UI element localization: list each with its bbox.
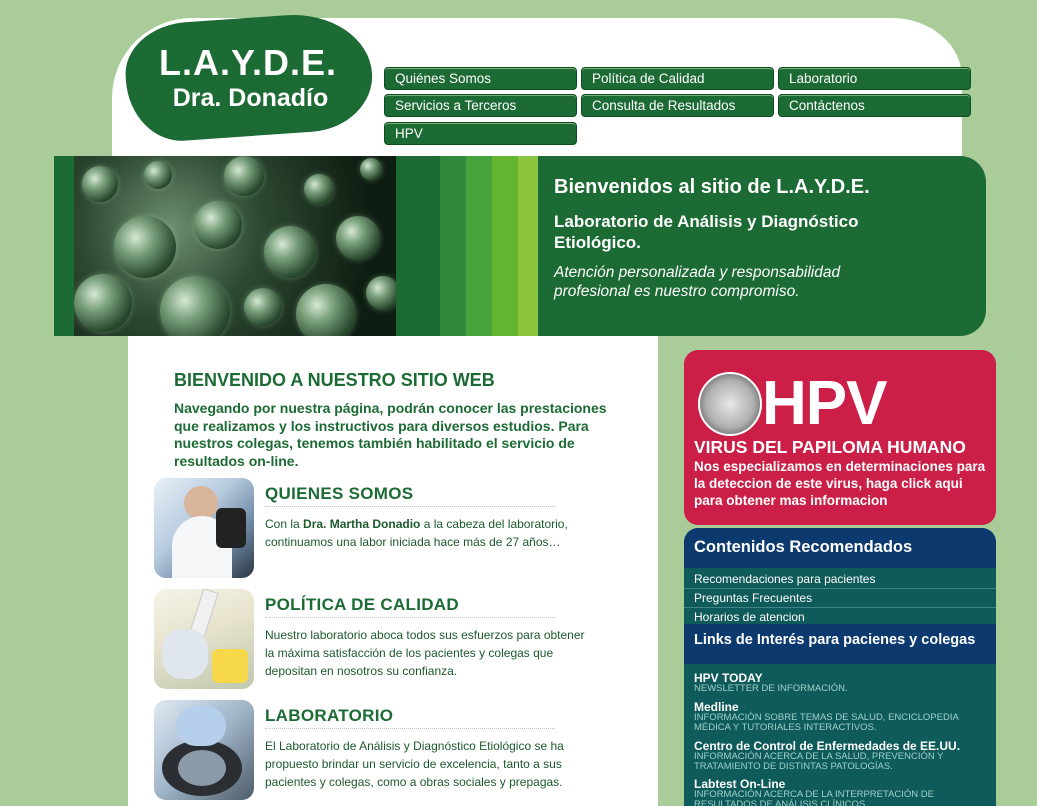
- ext-link-title: Centro de Control de Enfermedades de EE.UU.: [694, 739, 961, 753]
- section-title[interactable]: QUIENES SOMOS: [265, 484, 414, 503]
- hpv-heading: HPV: [762, 369, 887, 438]
- banner-cells-image: [74, 156, 396, 336]
- section-divider: [265, 728, 555, 729]
- ext-link-desc: INFORMACIÓN ACERCA DE LA SALUD, PREVENCIÓN Y TRATAMIENTO DE DISTINTAS PATOLOGÍAS.: [694, 751, 944, 772]
- ext-link-title: HPV TODAY: [694, 671, 763, 685]
- link-horarios[interactable]: Horarios de atencion: [694, 610, 805, 624]
- virus-icon: [698, 372, 762, 436]
- ext-link-labtest[interactable]: [694, 778, 989, 806]
- ext-link-hpv-today[interactable]: [694, 672, 989, 694]
- banner-subtitle: Laboratorio de Análisis y Diagnóstico Etiológico.: [554, 212, 859, 252]
- nav-laboratorio[interactable]: Laboratorio: [778, 67, 971, 90]
- link-preguntas-frecuentes[interactable]: Preguntas Frecuentes: [694, 591, 813, 605]
- ext-link-desc: INFORMACIÓN ACERCA DE LA INTERPRETACIÓN DE RESULTADOS DE ANÁLISIS CLÍNICOS.: [694, 789, 935, 806]
- banner-stripe: [440, 156, 466, 336]
- pipette-image[interactable]: [154, 589, 254, 689]
- section-divider: [265, 506, 555, 507]
- ext-link-title: Labtest On-Line: [694, 777, 786, 791]
- ext-link-medline[interactable]: [694, 701, 989, 733]
- interest-title: Links de Interés para pacienes y colegas: [694, 632, 976, 648]
- link-divider: [684, 607, 996, 608]
- nav-contactenos[interactable]: Contáctenos: [778, 94, 971, 117]
- section-text: El Laboratorio de Análisis y Diagnóstico Etiológico se ha propuesto brindar un servicio de excelencia, tanto a sus pacientes y colegas, como a obras sociales y prepagas.: [265, 739, 564, 789]
- nav-hpv[interactable]: HPV: [384, 122, 577, 145]
- recommended-panel: [684, 528, 996, 806]
- banner-stripe: [396, 156, 440, 336]
- link-divider: [684, 588, 996, 589]
- banner-stripe: [466, 156, 492, 336]
- scientist-microscope-image[interactable]: [154, 478, 254, 578]
- section-laboratorio: [154, 700, 634, 800]
- banner-title: Bienvenidos al sitio de L.A.Y.D.E.: [554, 176, 870, 198]
- logo-title: L.A.Y.D.E.: [159, 42, 338, 84]
- nav-quienes-somos[interactable]: Quiénes Somos: [384, 67, 577, 90]
- ext-link-cdc[interactable]: [694, 740, 989, 772]
- banner-stripe: [492, 156, 518, 336]
- section-politica-calidad: [154, 589, 634, 689]
- ext-link-desc: NEWSLETTER DE INFORMACIÓN.: [694, 683, 848, 694]
- section-title[interactable]: POLÍTICA DE CALIDAD: [265, 595, 459, 614]
- ext-link-title: Medline: [694, 700, 739, 714]
- hpv-text: Nos especializamos en determinaciones para la deteccion de este virus, haga click aqui para obtener mas informacion: [694, 459, 986, 508]
- welcome-text: Navegando por nuestra página, podrán conocer las prestaciones que realizamos y los instructivos para diversos estudios. Para nuestros colegas, tenemos también habilitado el servicio de resultados on-line.: [174, 400, 607, 469]
- hero-banner: [54, 156, 986, 336]
- hpv-title: VIRUS DEL PAPILOMA HUMANO: [694, 437, 966, 457]
- main-content: [128, 336, 658, 806]
- logo-subtitle: Dra. Donadío: [172, 83, 329, 112]
- nav-servicios-terceros[interactable]: Servicios a Terceros: [384, 94, 577, 117]
- banner-quote: Atención personalizada y responsabilidad profesional es nuestro compromiso.: [554, 264, 841, 300]
- recommended-header: [684, 528, 996, 568]
- ext-link-desc: INFORMACIÓN SOBRE TEMAS DE SALUD, ENCICLOPEDIA MÉDICA Y TUTORIALES INTERACTIVOS.: [694, 712, 959, 733]
- section-text: Con la Dra. Martha Donadio a la cabeza del laboratorio, continuamos una labor iniciada hace más de 27 años…: [265, 517, 568, 549]
- link-recomendaciones[interactable]: Recomendaciones para pacientes: [694, 572, 876, 586]
- nav-consulta-resultados[interactable]: Consulta de Resultados: [581, 94, 774, 117]
- section-title[interactable]: LABORATORIO: [265, 706, 394, 725]
- section-text: Nuestro laboratorio aboca todos sus esfuerzos para obtener la máxima satisfacción de los pacientes y colegas que depositan en nosotros su confianza.: [265, 628, 585, 678]
- nav-politica-calidad[interactable]: Política de Calidad: [581, 67, 774, 90]
- site-logo[interactable]: [122, 10, 376, 145]
- section-quienes-somos: [154, 478, 634, 578]
- welcome-title: BIENVENIDO A NUESTRO SITIO WEB: [174, 370, 495, 390]
- interest-header: [684, 624, 996, 664]
- section-divider: [265, 617, 555, 618]
- recommended-title: Contenidos Recomendados: [694, 538, 913, 556]
- centrifuge-image[interactable]: [154, 700, 254, 800]
- hpv-promo[interactable]: [684, 350, 996, 525]
- banner-stripe: [518, 156, 538, 336]
